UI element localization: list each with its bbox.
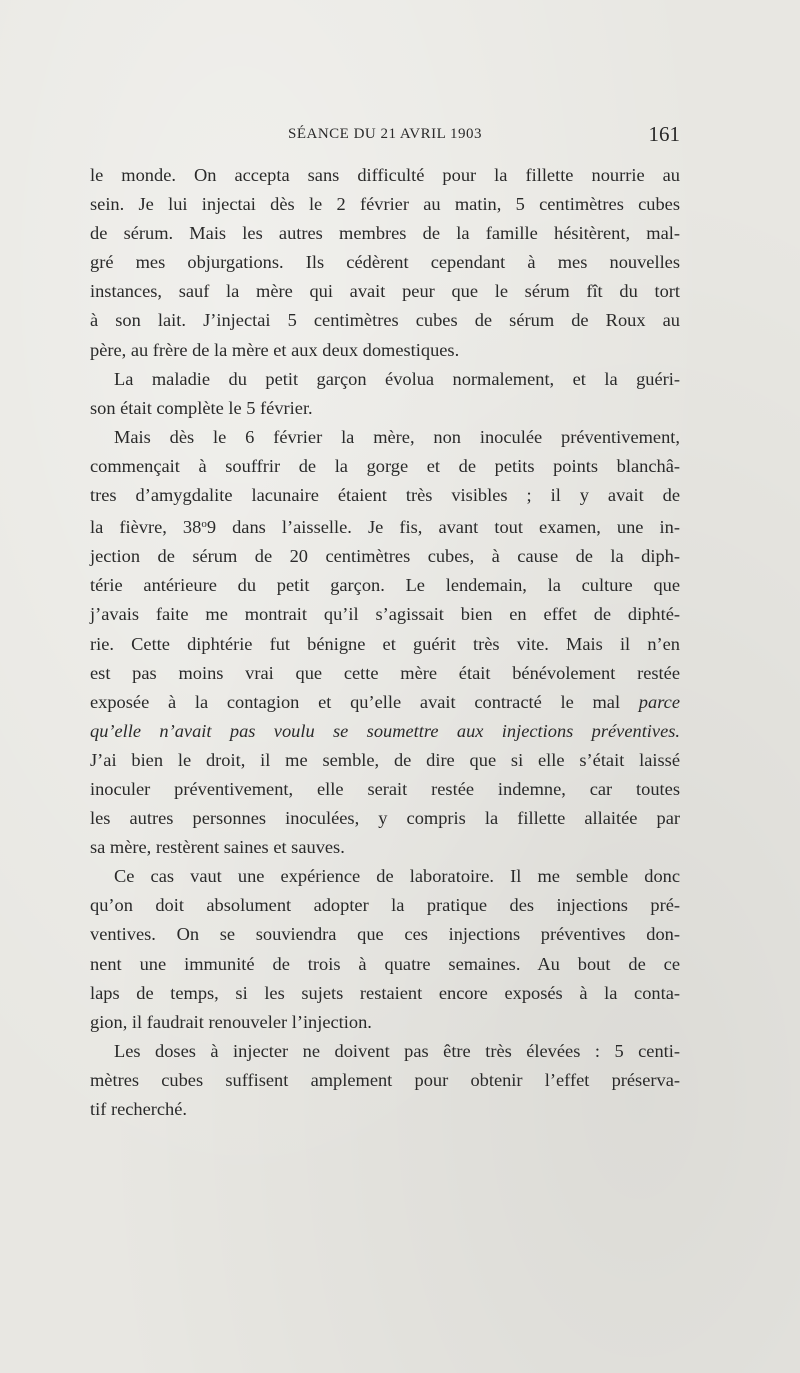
text-line: tres d’amygdalite lacunaire étaient très visibles ; il y avait de [90,485,680,506]
running-head [90,122,680,146]
paragraph-2 [90,365,680,423]
page-number: 161 [648,122,680,146]
text-line: ventives. On se souviendra que ces injections préventives don- [90,924,680,945]
text-line: J’ai bien le droit, il me semble, de dire que si elle s’était laissé [90,749,680,770]
text-line: jection de sérum de 20 centimètres cubes, à cause de la diph- [90,546,680,567]
text-fragment: la fièvre, 38 [90,517,202,538]
text-line: commençait à souffrir de la gorge et de petits points blanchâ- [90,455,680,476]
text-line: j’avais faite me montrait qu’il s’agissait bien en effet de diphté- [90,604,680,625]
text-line: rie. Cette diphtérie fut bénigne et guérit très vite. Mais il n’en [90,633,680,654]
text-line: Ce cas vaut une expérience de laboratoire. Il me semble donc [114,866,680,887]
text-line: instances, sauf la mère qui avait peur que le sérum fît du tort [90,281,680,302]
text-line: Les doses à injecter ne doivent pas être très élevées : 5 centi- [114,1040,680,1061]
running-title: SÉANCE DU 21 AVRIL 1903 [287,126,482,142]
text-line: sa mère, restèrent saines et sauves. [90,837,345,858]
superscript-degree: o [201,518,207,531]
text-line: gion, il faudrait renouveler l’injection. [90,1011,372,1032]
text-line: à son lait. J’injectai 5 centimètres cubes de sérum de Roux au [90,310,680,331]
text-line: gré mes objurgations. Ils cédèrent cependant à mes nouvelles [90,252,680,273]
text-line: Mais dès le 6 février la mère, non inoculée préventivement, [114,426,680,447]
text-line: est pas moins vrai que cette mère était bénévolement restée [90,662,680,683]
text-line: térie antérieure du petit garçon. Le lendemain, la culture que [90,575,680,596]
body-text [90,161,680,1124]
text-line [90,688,680,717]
paragraph-4 [90,862,680,1037]
text-line: le monde. On accepta sans difficulté pour la fillette nourrie au [90,165,680,185]
text-line: les autres personnes inoculées, y compris la fillette allaitée par [90,808,680,829]
text-line: mètres cubes suffisent amplement pour obtenir l’effet préserva- [90,1069,680,1090]
text-line: sein. Je lui injectai dès le 2 février au matin, 5 centimètres cubes [90,194,680,215]
text-line: inoculer préventivement, elle serait restée indemne, car toutes [90,778,680,799]
text-fragment: exposée à la contagion et qu’elle avait contracté le mal [90,691,639,712]
text-fragment: 9 dans l’aisselle. Je fis, avant tout examen, une in- [206,517,680,538]
text-line [90,510,680,542]
text-line: son était complète le 5 février. [90,397,313,418]
text-line: nent une immunité de trois à quatre semaines. Au bout de ce [90,953,680,974]
text-line: La maladie du petit garçon évolua normalement, et la guéri- [114,368,680,389]
paragraph-1 [90,161,680,365]
paragraph-3 [90,423,680,862]
text-line: père, au frère de la mère et aux deux domestiques. [90,339,460,360]
text-line: qu’on doit absolument adopter la pratique des injections pré- [90,895,680,916]
text-line: tif recherché. [90,1099,187,1119]
italic-text-line: qu’elle n’avait pas voulu se soumettre aux injections préventives. [90,720,680,741]
text-line: laps de temps, si les sujets restaient encore exposés à la conta- [90,982,680,1003]
italic-fragment: parce [638,691,680,712]
paragraph-5 [90,1037,680,1124]
text-line: de sérum. Mais les autres membres de la famille hésitèrent, mal- [90,223,680,244]
